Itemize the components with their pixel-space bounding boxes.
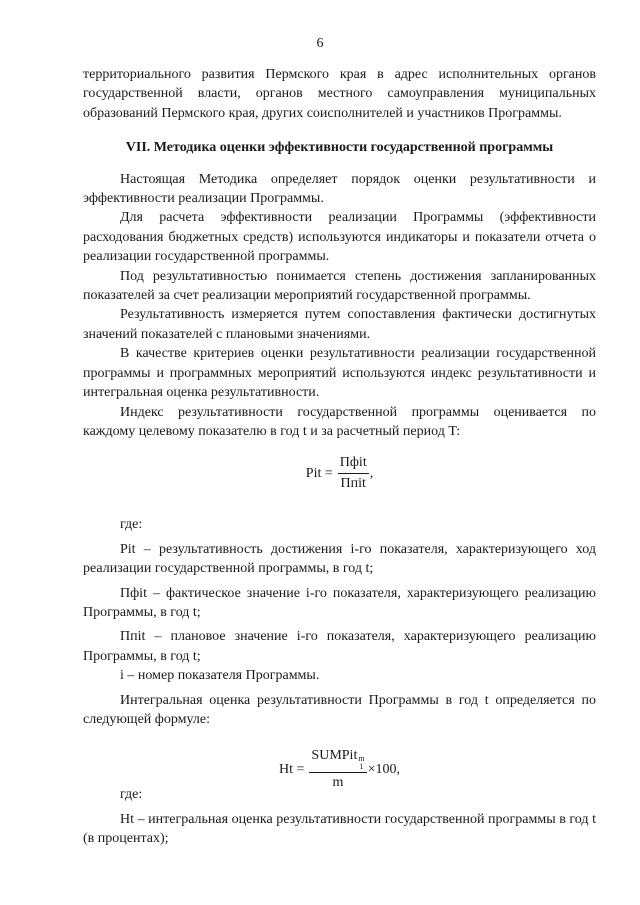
- paragraph: Под результативностью понимается степень достижения запланированных показателей за счет реализации мероприятий государственной программы.: [83, 268, 596, 304]
- formula-result-index: [83, 450, 596, 498]
- definition: i – номер показателя Программы.: [120, 668, 320, 684]
- formula-denominator: m: [332, 775, 344, 791]
- where-label: где:: [120, 517, 143, 533]
- definition: Пфit – фактическое значение i-го показателя, характеризующего реализацию Программы, в год t;: [83, 585, 596, 620]
- formula-numerator: [309, 747, 366, 773]
- definition: Ппit – плановое значение i-го показателя, характеризующего реализацию Программы, в год t;: [83, 629, 596, 664]
- formula-numerator: Пфit: [338, 454, 369, 474]
- formula-tail: ×100,: [367, 762, 400, 778]
- formula-lhs: Ht =: [279, 762, 305, 778]
- formula-fraction: [338, 454, 369, 493]
- formula-sub: 1: [359, 762, 364, 772]
- paragraph: Индекс результативности государственной программы оценивается по каждому целевому показателю в год t и за расчетный период T:: [83, 404, 596, 439]
- paragraph-integral: Интегральная оценка результативности Программы в год t определяется по следующей формуле:: [83, 692, 596, 727]
- section-heading: VII. Методика оценки эффективности государственной программы: [125, 140, 554, 156]
- page-content: [83, 65, 596, 849]
- formula-sup: m: [358, 754, 365, 764]
- paragraph: В качестве критериев оценки результативности реализации государственной программы и программных мероприятий используются индекс результативности и интегральная оценка результативности.: [83, 346, 596, 401]
- paragraph: Настоящая Методика определяет порядок оценки результативности и эффективности реализации Программы.: [83, 171, 596, 207]
- formula-denominator: Ппit: [340, 476, 366, 492]
- paragraph: Результативность измеряется путем сопоставления фактически достигнутых значений показателей с плановыми значениями.: [83, 307, 596, 342]
- formula-limits: [358, 755, 364, 771]
- where-label: где:: [120, 787, 143, 803]
- formula-lhs: Pit =: [305, 466, 333, 482]
- intro-paragraph: территориального развития Пермского края в адрес исполнительных органов государственной власти, органов местного самоуправления муниципальных образований Пермского края, других соисполнителей и участников Программы.: [83, 67, 596, 121]
- definition: Pit – результативность достижения i-го показателя, характеризующего ход реализации государственной программы, в год t;: [83, 541, 596, 577]
- page-number: 6: [316, 36, 324, 51]
- formula-sum-term: SUMPit: [311, 748, 358, 764]
- formula-integral-score: [83, 737, 596, 791]
- definition: Ht – интегральная оценка результативности государственной программы в год t (в процентах);: [83, 811, 596, 847]
- formula-tail: ,: [369, 466, 374, 482]
- formula-fraction: [309, 747, 366, 792]
- paragraph: Для расчета эффективности реализации Программы (эффективности расходования бюджетных средств) используются индикаторы и показатели отчета о реализации государственной программы.: [83, 210, 596, 265]
